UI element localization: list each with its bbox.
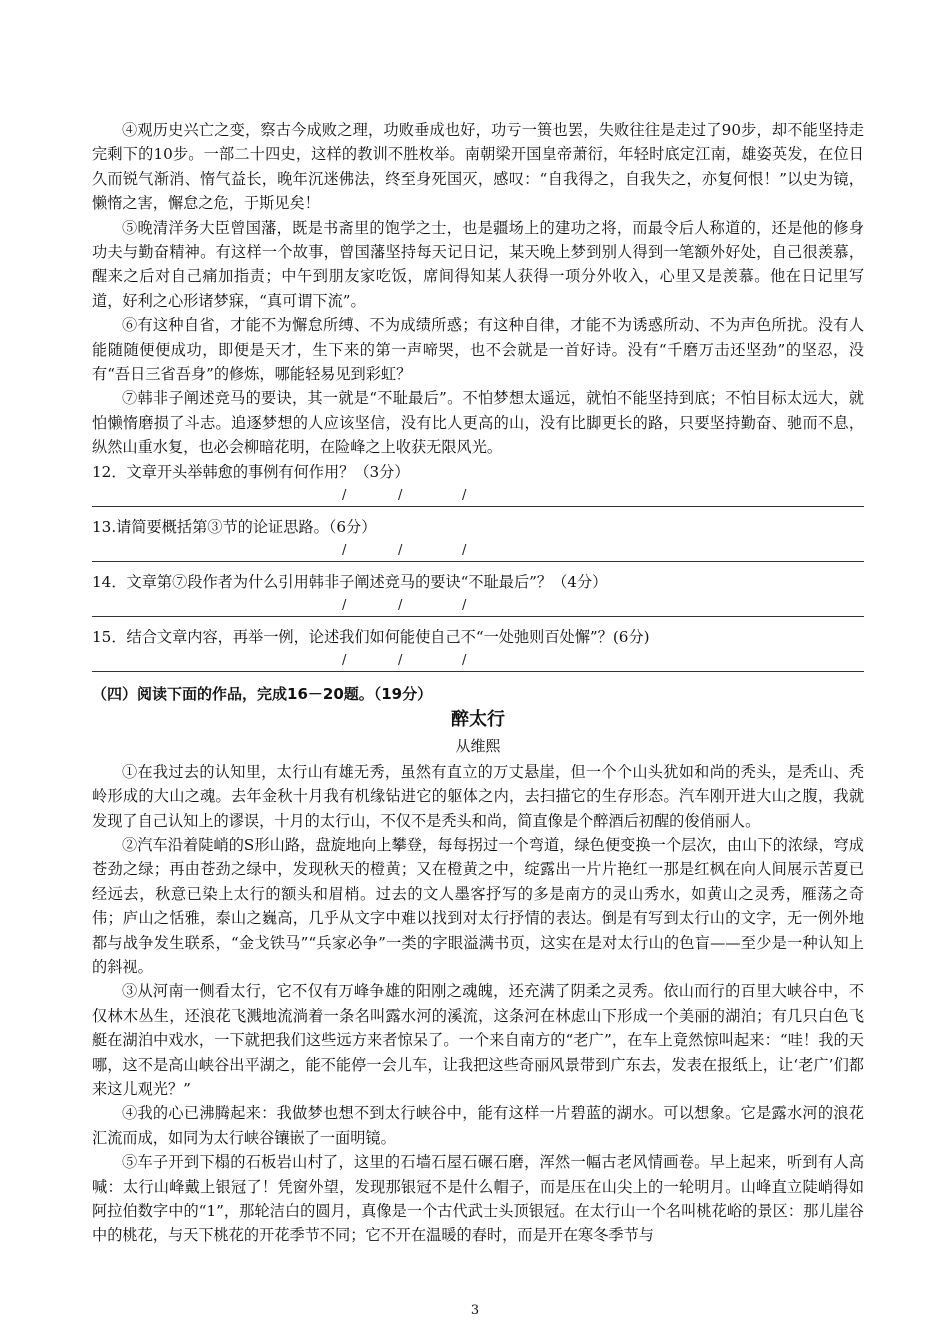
paragraph: ⑤车子开到下榻的石板岩山村了，这里的石墙石屋石碾石磨，浑然一幅古老风情画卷。早上起来，听到有人高喊：太行山峰戴上银冠了！凭窗外望，发现那银冠不是什么帽子，而是压在山尖上的一轮明月。山峰直立陡峭得如阿拉伯数字中的“1”，那轮洁白的圆月，真像是一个古代武士头顶银冠。在太行山一个名叫桃花峪的景区：那儿崖谷中的桃花，与天下桃花的开花季节不同；它不开在温暖的春时，而是开在寒冬季节与	[92, 1153, 864, 1245]
article-title: 醉太行	[451, 708, 505, 730]
page-content	[92, 118, 864, 1248]
article-body	[92, 760, 864, 1248]
answer-mark: /	[342, 542, 347, 558]
paragraph: ⑦韩非子阐述竞马的要诀，其一就是“不耻最后”。不怕梦想太遥远，就怕不能坚持到底；不怕目标太远大，就怕懒惰磨损了斗志。追逐梦想的人应该坚信，没有比人更高的山，没有比脚更长的路，只要坚持勤奋、驰而不息，纵然山重水复，也必会柳暗花明，在险峰之上收获无限风光。	[92, 389, 864, 457]
answer-mark: /	[398, 597, 403, 613]
paragraph: ④我的心已沸腾起来：我做梦也想不到太行峡谷中，能有这样一片碧蓝的湖水。可以想象。它是露水河的浪花汇流而成，如同为太行峡谷镶嵌了一面明镜。	[92, 1104, 864, 1147]
answer-line[interactable]	[92, 484, 864, 507]
question-14: 14．文章第⑦段作者为什么引用韩非子阐述竞马的要诀“不耻最后”？（4分）	[92, 572, 608, 591]
paragraph: ③从河南一侧看太行，它不仅有万峰争雄的阳刚之魂魄，还充满了阴柔之灵秀。依山而行的百里大峡谷中，不仅林木丛生，还浪花飞溅地流淌着一条名叫露水河的溪流，这条河在林虑山下形成一个美丽的湖泊；有几只白色飞艇在湖泊中戏水，一下就把我们这些远方来者惊呆了。一个来自南方的“老广”，在车上竟然惊叫起来：“哇！我的天哪，这不是高山峡谷出平湖之，能不能停一会儿车，让我把这些奇丽风景带到广东去，发表在报纸上，让‘老广’们都来这儿观光？”	[92, 982, 864, 1098]
essay-continuation	[92, 118, 864, 460]
question-block	[92, 460, 864, 672]
answer-line[interactable]	[92, 539, 864, 562]
answer-mark: /	[398, 542, 403, 558]
question-13: 13.请简要概括第③节的论证思路。（6分）	[92, 517, 377, 536]
section-heading: （四）阅读下面的作品，完成16－20题。（19分）	[92, 684, 433, 703]
paragraph: ②汽车沿着陡峭的S形山路，盘旋地向上攀登，每每拐过一个弯道，绿色便变换一个层次，由山下的浓绿，穹成苍劲之绿；再由苍劲之绿中，发现秋天的橙黄；又在橙黄之中，绽露出一片片艳红一那是红枫在向人间展示苦夏已经远去，秋意已染上太行的额头和眉梢。过去的文人墨客抒写的多是南方的灵山秀水，如黄山之灵秀，雁荡之奇伟；庐山之恬雅，泰山之巍高，几乎从文字中难以找到对太行抒情的表达。倒是有写到太行山的文字，无一例外地都与战争发生联系，“金戈铁马”“兵家必争”一类的字眼溢满书页，这实在是对太行山的色盲——至少是一种认知上的斜视。	[92, 835, 864, 976]
answer-mark: /	[462, 542, 467, 558]
paragraph: ④观历史兴亡之变，察古今成败之理，功败垂成也好，功亏一篑也罢，失败往往是走过了90步，却不能坚持走完剩下的10步。一部二十四史，这样的教训不胜枚举。南朝梁开国皇帝萧衍，年轻时底定江南，雄姿英发，在位日久而锐气渐消、惰气益长，晚年沉迷佛法，终至身死国灭，感叹：“自我得之，自我失之，亦复何恨！”以史为镜，懒惰之害，懈怠之危，于斯见矣！	[92, 121, 864, 213]
question-12: 12．文章开头举韩愈的事例有何作用？（3分）	[92, 462, 410, 481]
answer-mark: /	[342, 652, 347, 668]
answer-mark: /	[462, 487, 467, 503]
question-15: 15．结合文章内容，再举一例，论述我们如何能使自己不“一处弛则百处懈”？(6分)	[92, 627, 650, 646]
answer-line[interactable]	[92, 594, 864, 617]
paragraph: ⑤晚清洋务大臣曾国藩，既是书斋里的饱学之士，也是疆场上的建功之将，而最令后人称道的，还是他的修身功夫与勤奋精神。有这样一个故事，曾国藩坚持每天记日记，某天晚上梦到别人得到一笔额外好处，自己很羡慕，醒来之后对自己痛加指责；中午到朋友家吃饭，席间得知某人获得一项分外收入，心里又是羡慕。他在日记里写道，好利之心形诸梦寐，“真可谓下流”。	[92, 218, 864, 310]
answer-line[interactable]	[92, 649, 864, 672]
answer-mark: /	[398, 652, 403, 668]
paragraph: ⑥有这种自省，才能不为懈怠所缚、不为成绩所惑；有这种自律，才能不为诱惑所动、不为声色所扰。没有人能随随便便成功，即便是天才，生下来的第一声啼哭，也不会就是一首好诗。没有“千磨万击还坚劲”的坚忍，没有“吾日三省吾身”的修炼，哪能轻易见到彩虹？	[92, 316, 864, 384]
paragraph: ①在我过去的认知里，太行山有雄无秀，虽然有直立的万丈悬崖，但一个个山头犹如和尚的秃头，是秃山、秃岭形成的大山之魂。去年金秋十月我有机缘钻进它的躯体之内，去扫描它的生存形态。汽车刚开进大山之腹，我就发现了自己认知上的谬误，十月的太行山，不仅不是秃头和尚，简直像是个醉酒后初醒的俊俏丽人。	[92, 762, 864, 830]
answer-mark: /	[462, 597, 467, 613]
page-number: 3	[470, 1303, 480, 1318]
answer-mark: /	[462, 652, 467, 668]
answer-mark: /	[398, 487, 403, 503]
answer-mark: /	[342, 597, 347, 613]
article-author: 从维熙	[455, 736, 501, 755]
answer-mark: /	[342, 487, 347, 503]
